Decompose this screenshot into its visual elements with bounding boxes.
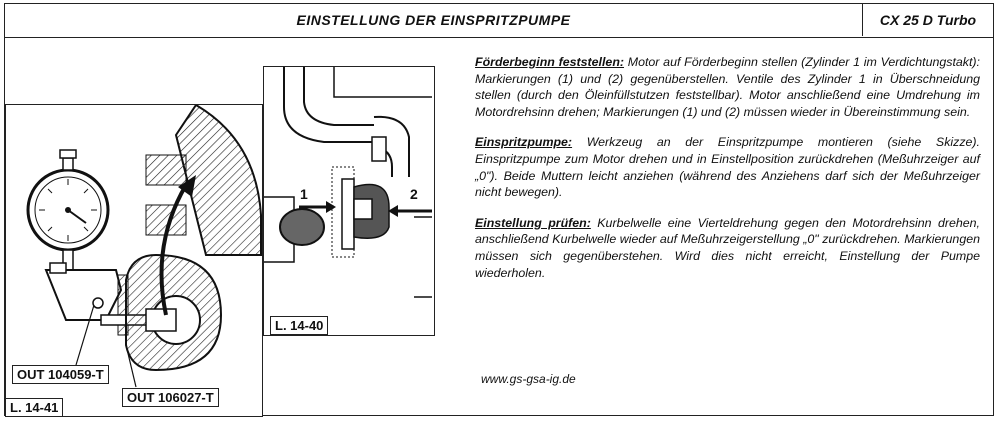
document-frame [4,3,994,416]
section-heading: Einstellung prüfen: [475,215,591,230]
website-link[interactable]: www.gs-gsa-ig.de [481,372,576,386]
section-body: Kurbelwelle eine Vierteldrehung gegen den Motordrehsinn drehen, anschließend Kurbelwelle wieder auf Meßuhrzeigerstellung „0" zurückdrehen. Markierungen müssen sich gegenüberstehen. Wird dies nicht erreicht, Einstellung der Pumpe wiederholen. [475,215,980,280]
figure-label: L. 14-41 [5,398,63,417]
tool-callout-out106027: OUT 106027-T [122,388,219,407]
model-label: CX 25 D Turbo [879,12,977,28]
section-heading: Förderbeginn feststellen: [475,55,625,69]
page-title: EINSTELLUNG DER EINSPRITZPUMPE [5,4,863,36]
figure-label: L. 14-40 [270,316,328,335]
section-einspritzpumpe [475,134,980,200]
section-body: Motor auf Förderbeginn stellen (Zylinder 1 im Verdichtungstakt): Markierungen (1) und (2) gegenüberstellen. Ventile des Zylinder 1 in Überschneidung stellen (durch den Öleinfüllstutzen feststellbar). Motor anschließend eine Umdrehung im Motordrehsinn drehen; Markierungen (1) und (2) müssen wieder in Übereinstimmung sein. [475,55,980,119]
figure-timing-marks [263,66,435,336]
section-body: Werkzeug an der Einspritzpumpe montieren (siehe Skizze). Einspritzpumpe zum Motor drehen und in Einstellposition zurückdrehen (Meßuhrzeiger auf „0"). Beide Muttern leicht anziehen (während des Anziehens darf sich der Meßuhrzeiger nicht bewegen). [475,135,980,200]
tool-callout-out104059: OUT 104059-T [12,365,109,384]
marker-1: 1 [300,186,308,202]
section-einstellung-pruefen [475,215,980,281]
header-bar [5,4,993,38]
section-heading: Einspritzpumpe: [475,135,573,150]
marker-2: 2 [410,186,418,202]
figure-dial-gauge [5,104,263,417]
section-foerderbeginn [475,54,980,120]
instructions-text [475,54,980,295]
